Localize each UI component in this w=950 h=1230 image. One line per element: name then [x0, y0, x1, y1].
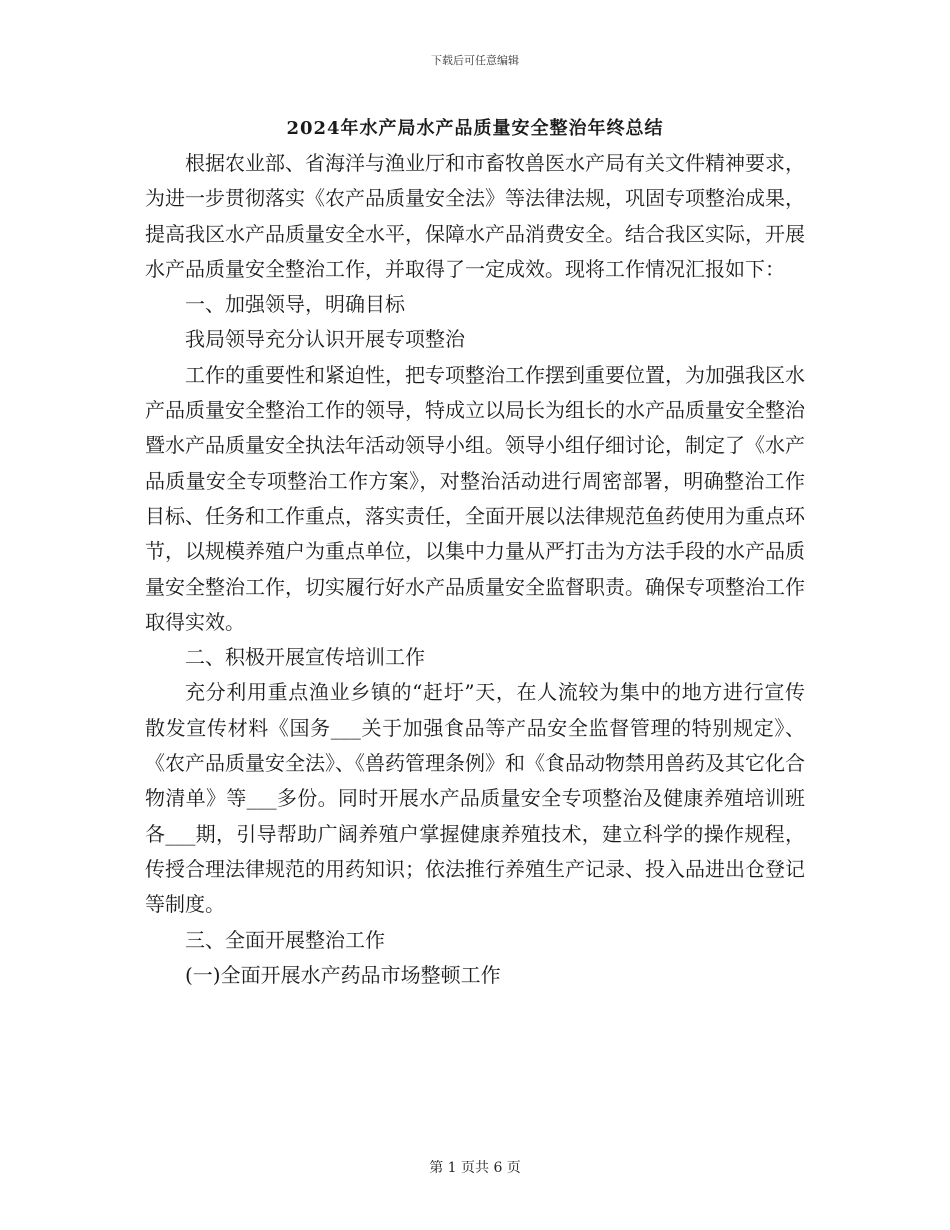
document-body: [145, 146, 805, 993]
paragraph-intro: 根据农业部、省海洋与渔业厅和市畜牧兽医水产局有关文件精神要求，为进一步贯彻落实《农产品质量安全法》等法律法规，巩固专项整治成果，提高我区水产品质量安全水平，保障水产品消费安全。结合我区实际，开展水产品质量安全整治工作，并取得了一定成效。现将工作情况汇报如下：: [145, 151, 805, 281]
page-number-footer: 第 1 页共 6 页: [429, 1160, 521, 1176]
heading-section-3: 三、全面开展整治工作: [185, 927, 385, 952]
document-title: 2024年水产局水产品质量安全整治年终总结: [286, 118, 664, 139]
paragraph-leadership: 工作的重要性和紧迫性，把专项整治工作摆到重要位置，为加强我区水产品质量安全整治工作的领导，特成立以局长为组长的水产品质量安全整治暨水产品质量安全执法年活动领导小组。领导小组仔细讨论，制定了《水产品质量安全专项整治工作方案》，对整治活动进行周密部署，明确整治工作目标、任务和工作重点，落实责任，全面开展以法律规范鱼药使用为重点环节，以规模养殖户为重点单位，以集中力量从严打击为方法手段的水产品质量安全整治工作，切实履行好水产品质量安全监督职责。确保专项整治工作取得实效。: [145, 362, 805, 634]
heading-section-1: 一、加强领导，明确目标: [185, 292, 405, 317]
paragraph-leadership-line: 我局领导充分认识开展专项整治: [185, 327, 465, 352]
heading-subsection-1: (一)全面开展水产药品市场整顿工作: [185, 962, 501, 987]
paragraph-publicity: 充分利用重点渔业乡镇的“赶圩”天，在人流较为集中的地方进行宣传散发宣传材料《国务___关于加强食品等产品安全监督管理的特别规定》、《农产品质量安全法》、《兽药管理条例》和《食品动物禁用兽药及其它化合物清单》等___多份。同时开展水产品质量安全专项整治及健康养殖培训班各___期，引导帮助广阔养殖户掌握健康养殖技术，建立科学的操作规程，传授合理法律规范的用药知识；依法推行养殖生产记录、投入品进出仓登记等制度。: [145, 680, 805, 917]
header-note: 下载后可任意编辑: [431, 54, 519, 67]
heading-section-2: 二、积极开展宣传培训工作: [185, 645, 425, 670]
